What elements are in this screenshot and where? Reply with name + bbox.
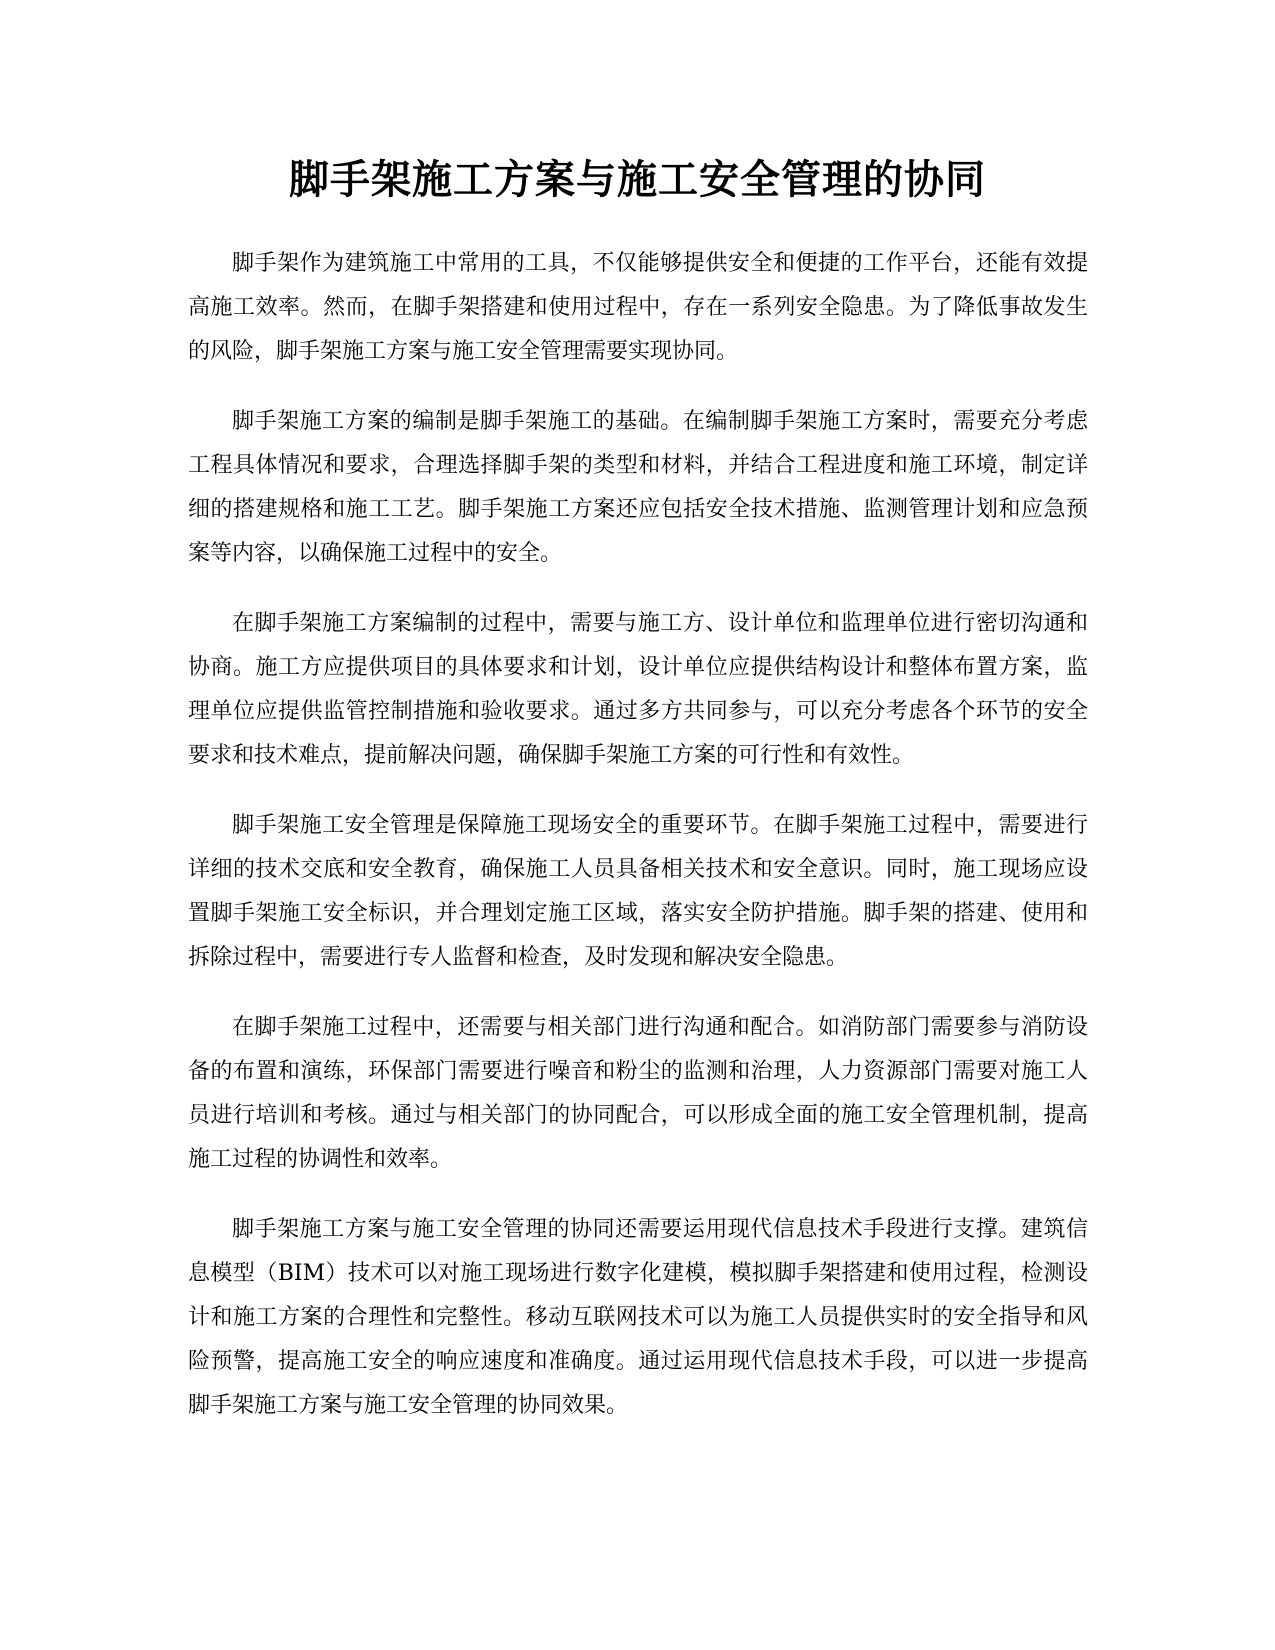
paragraph-department-coordination: 在脚手架施工过程中，还需要与相关部门进行沟通和配合。如消防部门需要参与消防设备的布置和演练，环保部门需要进行噪音和粉尘的监测和治理，人力资源部门需要对施工人员进行培训和考核。通过与相关部门的协同配合，可以形成全面的施工安全管理机制，提高施工过程的协调性和效率。 bbox=[188, 1015, 1088, 1172]
paragraph-communication: 在脚手架施工方案编制的过程中，需要与施工方、设计单位和监理单位进行密切沟通和协商。施工方应提供项目的具体要求和计划，设计单位应提供结构设计和整体布置方案，监理单位应提供监管控制措施和验收要求。通过多方共同参与，可以充分考虑各个环节的安全要求和技术难点，提前解决问题，确保脚手架施工方案的可行性和有效性。 bbox=[188, 611, 1088, 768]
paragraph-intro: 脚手架作为建筑施工中常用的工具，不仅能够提供安全和便捷的工作平台，还能有效提高施工效率。然而，在脚手架搭建和使用过程中，存在一系列安全隐患。为了降低事故发生的风险，脚手架施工方案与施工安全管理需要实现协同。 bbox=[188, 251, 1088, 364]
document-title: 脚手架施工方案与施工安全管理的协同 bbox=[289, 157, 986, 203]
paragraph-safety-management: 脚手架施工安全管理是保障施工现场安全的重要环节。在脚手架施工过程中，需要进行详细的技术交底和安全教育，确保施工人员具备相关技术和安全意识。同时，施工现场应设置脚手架施工安全标识，并合理划定施工区域，落实安全防护措施。脚手架的搭建、使用和拆除过程中，需要进行专人监督和检查，及时发现和解决安全隐患。 bbox=[188, 813, 1088, 970]
paragraph-plan-compilation: 脚手架施工方案的编制是脚手架施工的基础。在编制脚手架施工方案时，需要充分考虑工程具体情况和要求，合理选择脚手架的类型和材料，并结合工程进度和施工环境，制定详细的搭建规格和施工工艺。脚手架施工方案还应包括安全技术措施、监测管理计划和应急预案等内容，以确保施工过程中的安全。 bbox=[188, 409, 1088, 566]
paragraph-information-technology: 脚手架施工方案与施工安全管理的协同还需要运用现代信息技术手段进行支撑。建筑信息模型（BIM）技术可以对施工现场进行数字化建模，模拟脚手架搭建和使用过程，检测设计和施工方案的合理性和完整性。移动互联网技术可以为施工人员提供实时的安全指导和风险预警，提高施工安全的响应速度和准确度。通过运用现代信息技术手段，可以进一步提高脚手架施工方案与施工安全管理的协同效果。 bbox=[188, 1217, 1088, 1418]
document-body bbox=[188, 242, 1088, 1454]
